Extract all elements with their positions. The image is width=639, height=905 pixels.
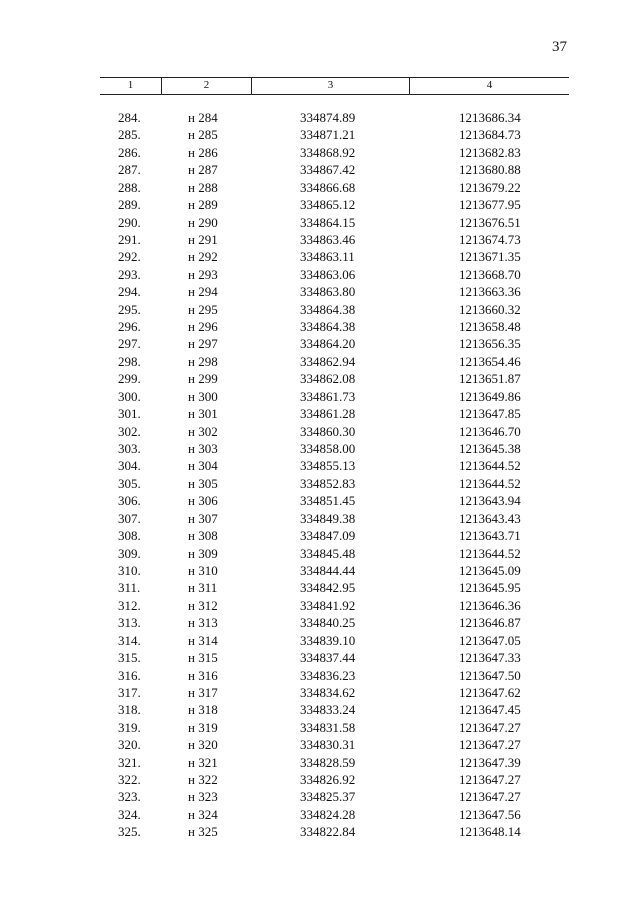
coordinate-x: 334862.94	[300, 353, 356, 369]
row-number: 288.	[118, 179, 141, 195]
point-id: н 294	[188, 284, 218, 300]
row-number: 300.	[118, 388, 141, 404]
point-id: н 284	[188, 110, 218, 125]
row-number: 310.	[118, 562, 141, 578]
coordinate-y: 1213677.95	[459, 197, 521, 213]
row-number: 315.	[118, 650, 141, 666]
row-number: 317.	[118, 684, 141, 700]
table-row	[0, 771, 639, 788]
coordinate-y: 1213647.39	[459, 754, 521, 770]
coordinate-y: 1213647.45	[459, 702, 521, 718]
point-id: н 319	[188, 719, 218, 735]
table-row	[0, 161, 639, 178]
point-id: н 301	[188, 406, 218, 422]
point-id: н 304	[188, 458, 218, 474]
table-row	[0, 214, 639, 231]
table-row	[0, 510, 639, 527]
coordinate-x: 334842.95	[300, 580, 356, 596]
table-row	[0, 788, 639, 805]
coordinate-y: 1213680.88	[459, 162, 521, 178]
table-row	[0, 736, 639, 753]
row-number: 322.	[118, 772, 141, 788]
row-number: 314.	[118, 632, 141, 648]
point-id: н 289	[188, 197, 218, 213]
header-col-1: 1	[127, 79, 134, 91]
row-number: 316.	[118, 667, 141, 683]
table-row	[0, 301, 639, 318]
table-row	[0, 806, 639, 823]
coordinate-y: 1213684.73	[459, 127, 521, 143]
coordinate-y: 1213646.70	[459, 423, 521, 439]
point-id: н 317	[188, 684, 218, 700]
coordinate-x: 334866.68	[300, 179, 356, 195]
coordinate-x: 334826.92	[300, 772, 356, 788]
row-number: 295.	[118, 301, 141, 317]
table-row	[0, 545, 639, 562]
coordinate-x: 334855.13	[300, 458, 356, 474]
row-number: 320.	[118, 737, 141, 753]
row-number: 311.	[118, 580, 141, 596]
coordinate-x: 334833.24	[300, 702, 356, 718]
coordinate-x: 334865.12	[300, 197, 356, 213]
point-id: н 286	[188, 144, 218, 160]
coordinate-y: 1213658.48	[459, 319, 521, 335]
table-row	[0, 667, 639, 684]
coordinate-y: 1213645.09	[459, 562, 521, 578]
point-id: н 290	[188, 214, 218, 230]
row-number: 324.	[118, 806, 141, 822]
row-number: 296.	[118, 319, 141, 335]
table-row	[0, 248, 639, 265]
row-number: 325.	[118, 824, 141, 840]
coordinate-y: 1213647.27	[459, 789, 521, 805]
point-id: н 298	[188, 353, 218, 369]
point-id: н 315	[188, 650, 218, 666]
point-id: н 309	[188, 545, 218, 561]
table-row	[0, 370, 639, 387]
table-row	[0, 179, 639, 196]
table-body	[0, 109, 639, 841]
coordinate-x: 334849.38	[300, 510, 356, 526]
coordinate-y: 1213674.73	[459, 231, 521, 247]
coordinate-x: 334834.62	[300, 684, 356, 700]
row-number: 287.	[118, 162, 141, 178]
row-number: 321.	[118, 754, 141, 770]
row-number: 299.	[118, 371, 141, 387]
table-row	[0, 440, 639, 457]
coordinate-y: 1213646.36	[459, 597, 521, 613]
page-number: 37	[552, 39, 567, 55]
point-id: н 296	[188, 319, 218, 335]
coordinate-x: 334874.89	[300, 110, 356, 125]
table-row	[0, 614, 639, 631]
coordinate-x: 334863.11	[300, 249, 355, 265]
header-col-3: 3	[327, 79, 334, 91]
coordinate-x: 334836.23	[300, 667, 356, 683]
table-row	[0, 109, 639, 126]
coordinate-x: 334864.20	[300, 336, 356, 352]
coordinate-x: 334831.58	[300, 719, 356, 735]
table-row	[0, 144, 639, 161]
row-number: 318.	[118, 702, 141, 718]
point-id: н 311	[188, 580, 218, 596]
row-number: 291.	[118, 231, 141, 247]
row-number: 307.	[118, 510, 141, 526]
row-number: 286.	[118, 144, 141, 160]
table-row	[0, 632, 639, 649]
table-row	[0, 423, 639, 440]
table-row	[0, 457, 639, 474]
table-row	[0, 492, 639, 509]
coordinate-y: 1213647.27	[459, 737, 521, 753]
point-id: н 297	[188, 336, 218, 352]
row-number: 298.	[118, 353, 141, 369]
row-number: 301.	[118, 406, 141, 422]
row-number: 309.	[118, 545, 141, 561]
row-number: 308.	[118, 528, 141, 544]
table-row	[0, 649, 639, 666]
point-id: н 322	[188, 772, 218, 788]
point-id: н 303	[188, 441, 218, 457]
coordinate-y: 1213654.46	[459, 353, 521, 369]
coordinate-x: 334825.37	[300, 789, 356, 805]
coordinate-x: 334841.92	[300, 597, 356, 613]
coordinate-x: 334824.28	[300, 806, 356, 822]
coordinate-y: 1213649.86	[459, 388, 521, 404]
table-row	[0, 335, 639, 352]
point-id: н 295	[188, 301, 218, 317]
table-row	[0, 579, 639, 596]
row-number: 297.	[118, 336, 141, 352]
point-id: н 324	[188, 806, 218, 822]
table-row	[0, 126, 639, 143]
row-number: 289.	[118, 197, 141, 213]
coordinate-y: 1213663.36	[459, 284, 521, 300]
coordinate-y: 1213645.38	[459, 441, 521, 457]
table-row	[0, 719, 639, 736]
row-number: 319.	[118, 719, 141, 735]
coordinate-x: 334847.09	[300, 528, 356, 544]
table-row	[0, 266, 639, 283]
coordinate-y: 1213644.52	[459, 458, 521, 474]
table-header	[100, 77, 569, 95]
coordinate-x: 334844.44	[300, 562, 356, 578]
point-id: н 293	[188, 266, 218, 282]
row-number: 323.	[118, 789, 141, 805]
row-number: 284.	[118, 110, 141, 125]
coordinate-x: 334864.38	[300, 301, 356, 317]
coordinate-x: 334828.59	[300, 754, 356, 770]
coordinate-y: 1213647.62	[459, 684, 521, 700]
header-col-2: 2	[203, 79, 210, 91]
point-id: н 313	[188, 615, 218, 631]
header-col-4: 4	[486, 79, 493, 91]
coordinate-x: 334863.80	[300, 284, 356, 300]
coordinate-y: 1213647.27	[459, 772, 521, 788]
coordinate-y: 1213647.33	[459, 650, 521, 666]
table-row	[0, 283, 639, 300]
coordinate-y: 1213668.70	[459, 266, 521, 282]
coordinate-y: 1213647.50	[459, 667, 521, 683]
table-row	[0, 823, 639, 840]
row-number: 290.	[118, 214, 141, 230]
row-number: 292.	[118, 249, 141, 265]
coordinate-x: 334861.73	[300, 388, 356, 404]
coordinate-x: 334840.25	[300, 615, 356, 631]
coordinate-y: 1213656.35	[459, 336, 521, 352]
point-id: н 308	[188, 528, 218, 544]
point-id: н 288	[188, 179, 218, 195]
coordinate-y: 1213647.05	[459, 632, 521, 648]
coordinate-y: 1213682.83	[459, 144, 521, 160]
point-id: н 316	[188, 667, 218, 683]
point-id: н 307	[188, 510, 218, 526]
coordinate-y: 1213647.85	[459, 406, 521, 422]
coordinate-y: 1213679.22	[459, 179, 521, 195]
coordinate-y: 1213646.87	[459, 615, 521, 631]
point-id: н 299	[188, 371, 218, 387]
table-row	[0, 196, 639, 213]
coordinate-y: 1213660.32	[459, 301, 521, 317]
table-row	[0, 754, 639, 771]
coordinate-x: 334871.21	[300, 127, 356, 143]
table-row	[0, 475, 639, 492]
row-number: 305.	[118, 475, 141, 491]
table-row	[0, 353, 639, 370]
row-number: 302.	[118, 423, 141, 439]
row-number: 312.	[118, 597, 141, 613]
table-row	[0, 318, 639, 335]
coordinate-y: 1213686.34	[459, 110, 521, 125]
point-id: н 300	[188, 388, 218, 404]
coordinate-y: 1213647.27	[459, 719, 521, 735]
coordinate-x: 334864.38	[300, 319, 356, 335]
row-number: 303.	[118, 441, 141, 457]
table-row	[0, 597, 639, 614]
coordinate-x: 334860.30	[300, 423, 356, 439]
point-id: н 323	[188, 789, 218, 805]
point-id: н 305	[188, 475, 218, 491]
coordinate-y: 1213648.14	[459, 824, 521, 840]
coordinate-y: 1213651.87	[459, 371, 521, 387]
row-number: 285.	[118, 127, 141, 143]
point-id: н 321	[188, 754, 218, 770]
table-row	[0, 684, 639, 701]
coordinate-y: 1213643.94	[459, 493, 521, 509]
point-id: н 291	[188, 231, 218, 247]
point-id: н 314	[188, 632, 218, 648]
point-id: н 292	[188, 249, 218, 265]
table-row	[0, 388, 639, 405]
point-id: н 287	[188, 162, 218, 178]
row-number: 293.	[118, 266, 141, 282]
point-id: н 306	[188, 493, 218, 509]
coordinate-y: 1213643.71	[459, 528, 521, 544]
point-id: н 310	[188, 562, 218, 578]
coordinate-x: 334862.08	[300, 371, 356, 387]
coordinate-y: 1213644.52	[459, 545, 521, 561]
coordinate-x: 334839.10	[300, 632, 356, 648]
row-number: 313.	[118, 615, 141, 631]
point-id: н 302	[188, 423, 218, 439]
row-number: 304.	[118, 458, 141, 474]
coordinate-y: 1213671.35	[459, 249, 521, 265]
coordinate-y: 1213676.51	[459, 214, 521, 230]
coordinate-x: 334861.28	[300, 406, 356, 422]
point-id: н 325	[188, 824, 218, 840]
row-number: 294.	[118, 284, 141, 300]
table-row	[0, 562, 639, 579]
coordinate-x: 334845.48	[300, 545, 356, 561]
coordinate-x: 334867.42	[300, 162, 356, 178]
table-row	[0, 405, 639, 422]
point-id: н 318	[188, 702, 218, 718]
coordinate-x: 334851.45	[300, 493, 356, 509]
table-row	[0, 701, 639, 718]
coordinate-x: 334863.46	[300, 231, 356, 247]
coordinate-x: 334830.31	[300, 737, 356, 753]
coordinate-x: 334837.44	[300, 650, 356, 666]
row-number: 306.	[118, 493, 141, 509]
coordinate-x: 334863.06	[300, 266, 356, 282]
table-row	[0, 527, 639, 544]
point-id: н 312	[188, 597, 218, 613]
point-id: н 285	[188, 127, 218, 143]
table-row	[0, 231, 639, 248]
coordinate-y: 1213647.56	[459, 806, 521, 822]
coordinate-y: 1213643.43	[459, 510, 521, 526]
coordinate-x: 334852.83	[300, 475, 356, 491]
coordinate-y: 1213644.52	[459, 475, 521, 491]
coordinate-x: 334858.00	[300, 441, 356, 457]
coordinate-x: 334822.84	[300, 824, 356, 840]
coordinate-y: 1213645.95	[459, 580, 521, 596]
coordinate-x: 334864.15	[300, 214, 356, 230]
point-id: н 320	[188, 737, 218, 753]
coordinate-x: 334868.92	[300, 144, 356, 160]
